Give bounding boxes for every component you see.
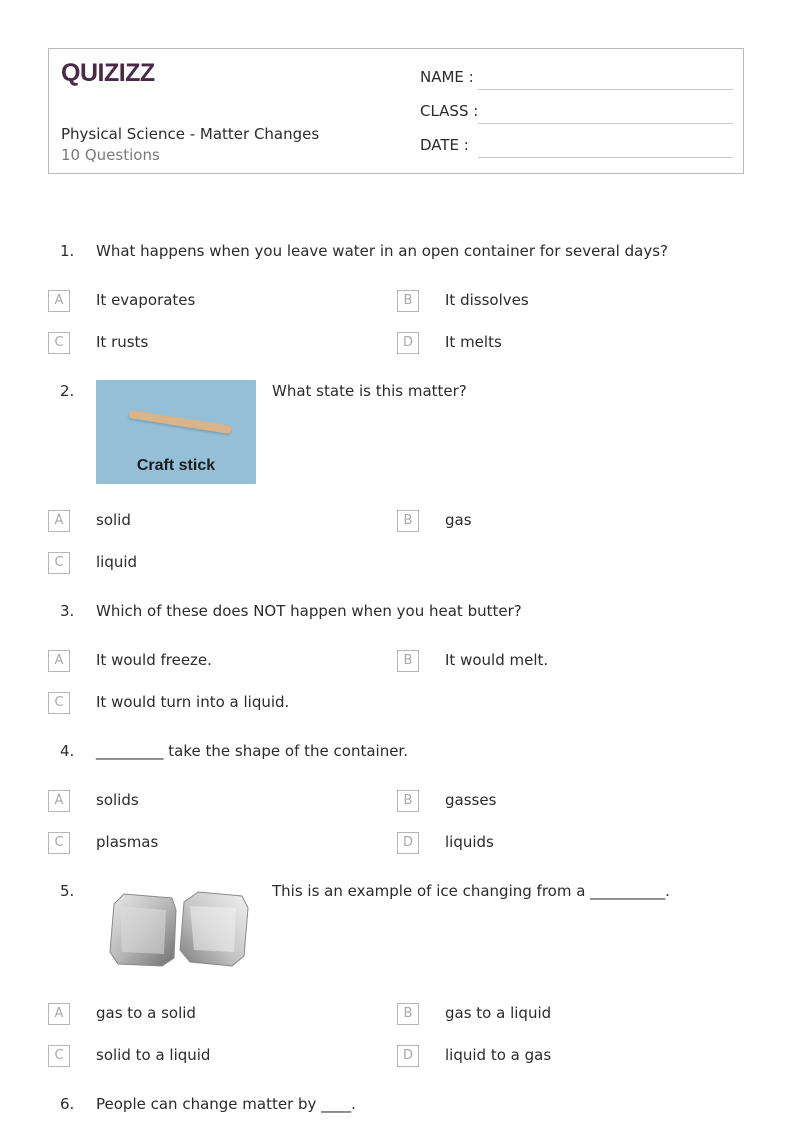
question-number: 5. xyxy=(60,882,75,900)
option-text: gasses xyxy=(445,791,497,809)
question-count: 10 Questions xyxy=(61,146,160,164)
question-text: People can change matter by ____. xyxy=(96,1095,356,1113)
option-letter-box[interactable]: D xyxy=(397,832,419,854)
option-letter-box[interactable]: D xyxy=(397,332,419,354)
question-number: 4. xyxy=(60,742,75,760)
question-text: _________ take the shape of the container. xyxy=(96,742,408,760)
option-text: solids xyxy=(96,791,139,809)
option-letter-box[interactable]: C xyxy=(48,552,70,574)
class-label: CLASS : xyxy=(420,102,479,120)
option-text: liquid to a gas xyxy=(445,1046,552,1064)
ice-cube-right xyxy=(180,892,248,966)
option-text: liquid xyxy=(96,553,138,571)
option-letter-box[interactable]: B xyxy=(397,790,419,812)
worksheet-header xyxy=(48,48,744,174)
option-letter-box[interactable]: B xyxy=(397,510,419,532)
option-letter-box[interactable]: C xyxy=(48,692,70,714)
option-letter-box[interactable]: A xyxy=(48,790,70,812)
option-text: It would freeze. xyxy=(96,651,212,669)
option-letter-box[interactable]: C xyxy=(48,332,70,354)
class-field[interactable] xyxy=(478,123,733,124)
option-text: gas to a solid xyxy=(96,1004,196,1022)
option-letter-box[interactable]: A xyxy=(48,1003,70,1025)
option-text: It evaporates xyxy=(96,291,196,309)
question-text: Which of these does NOT happen when you heat butter? xyxy=(96,602,522,620)
name-field[interactable] xyxy=(478,89,733,90)
option-letter-box[interactable]: B xyxy=(397,650,419,672)
question-number: 6. xyxy=(60,1095,75,1113)
option-letter-box[interactable]: C xyxy=(48,1045,70,1067)
option-text: It melts xyxy=(445,333,502,351)
date-field[interactable] xyxy=(478,157,733,158)
ice-cubes-image xyxy=(104,880,256,972)
option-text: It would turn into a liquid. xyxy=(96,693,290,711)
worksheet-title: Physical Science - Matter Changes xyxy=(61,125,320,143)
option-letter-box[interactable]: A xyxy=(48,510,70,532)
question-text: What state is this matter? xyxy=(272,382,467,400)
option-text: solid to a liquid xyxy=(96,1046,211,1064)
option-letter-box[interactable]: D xyxy=(397,1045,419,1067)
craft-stick-image xyxy=(96,380,256,484)
option-letter-box[interactable]: A xyxy=(48,650,70,672)
ice-cube-left xyxy=(110,894,176,966)
option-text: gas to a liquid xyxy=(445,1004,552,1022)
option-text: It would melt. xyxy=(445,651,549,669)
question-text: This is an example of ice changing from a __________. xyxy=(272,882,670,900)
craft-stick-shape xyxy=(128,410,232,434)
option-text: It rusts xyxy=(96,333,149,351)
option-letter-box[interactable]: B xyxy=(397,290,419,312)
quizizz-logo: QUIZIZZ xyxy=(61,59,155,87)
question-number: 2. xyxy=(60,382,75,400)
option-text: plasmas xyxy=(96,833,159,851)
option-letter-box[interactable]: A xyxy=(48,290,70,312)
option-text: It dissolves xyxy=(445,291,529,309)
option-letter-box[interactable]: C xyxy=(48,832,70,854)
name-label: NAME : xyxy=(420,68,474,86)
option-text: solid xyxy=(96,511,131,529)
option-text: liquids xyxy=(445,833,494,851)
question-number: 1. xyxy=(60,242,75,260)
craft-stick-caption: Craft stick xyxy=(136,457,216,474)
question-number: 3. xyxy=(60,602,75,620)
option-letter-box[interactable]: B xyxy=(397,1003,419,1025)
option-text: gas xyxy=(445,511,472,529)
date-label: DATE : xyxy=(420,136,469,154)
question-text: What happens when you leave water in an open container for several days? xyxy=(96,242,668,260)
